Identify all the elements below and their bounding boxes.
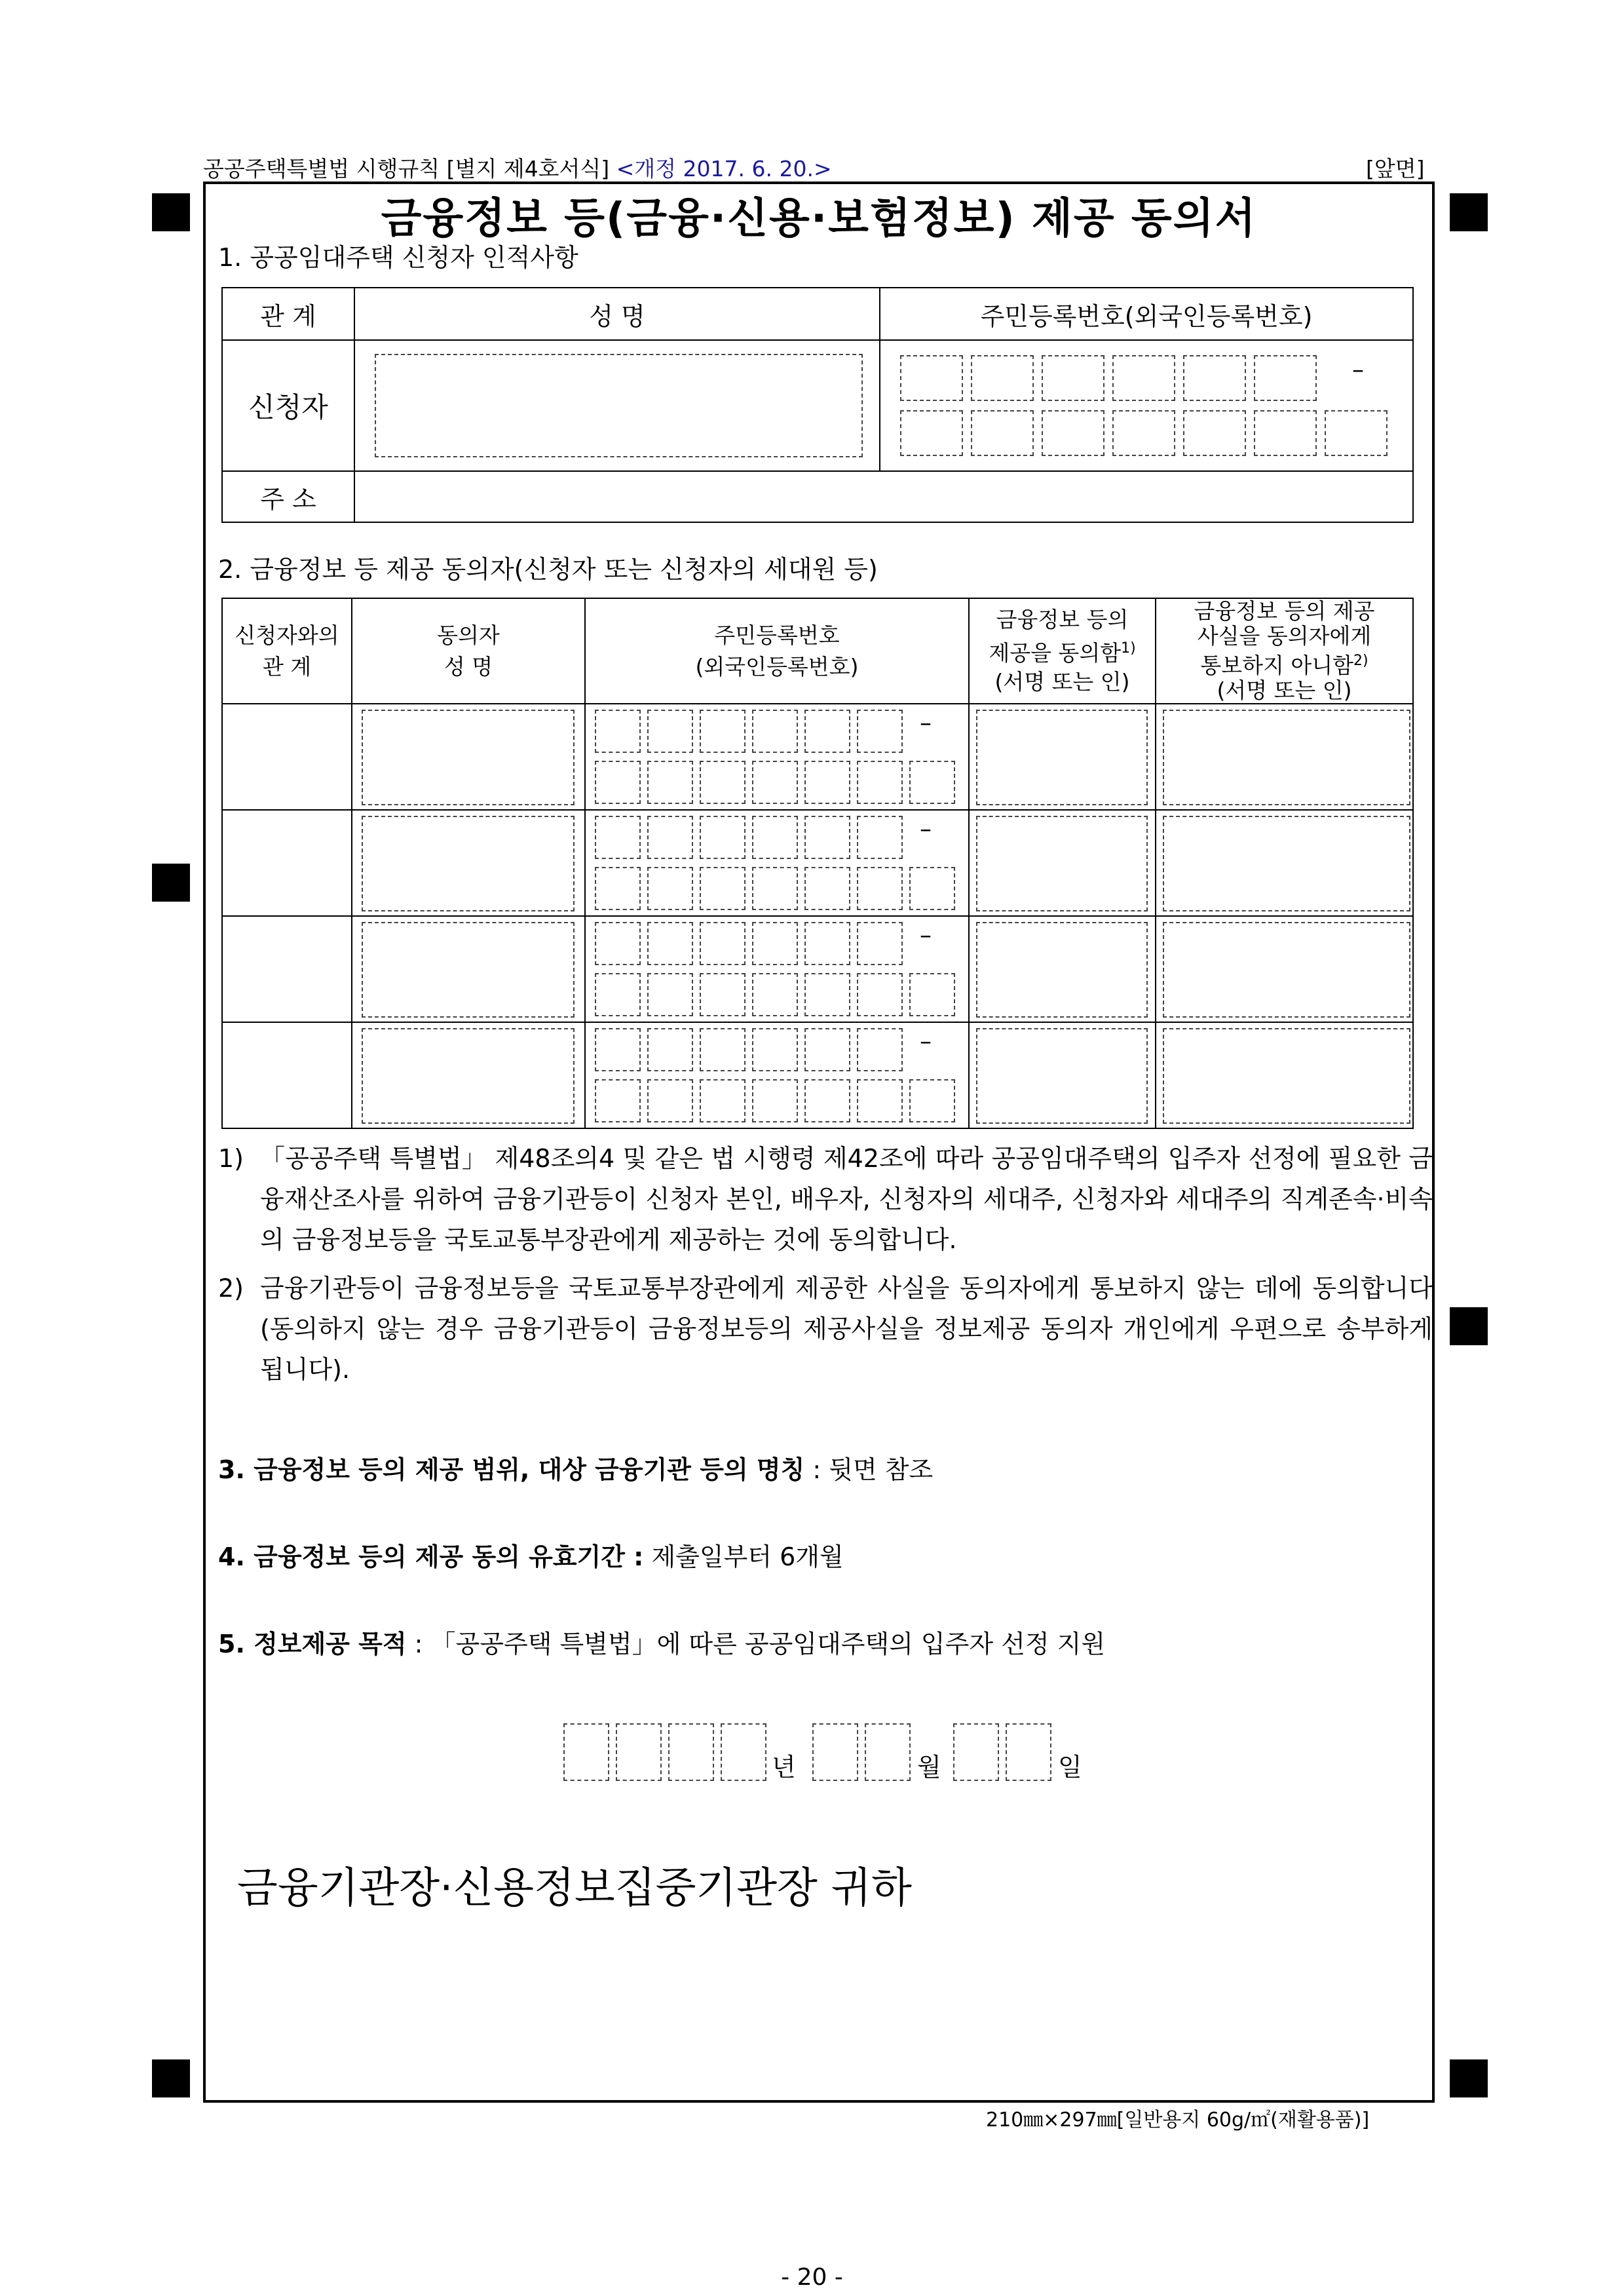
consenter-id-back-field[interactable] [595,761,955,804]
applicant-id-front-field[interactable] [900,355,1317,401]
row-applicant-label: 신청자 [222,340,354,471]
consenter-id-front-field[interactable] [595,922,903,965]
no-notice-signature-field[interactable] [1163,1028,1410,1124]
consenter-name-field[interactable] [362,922,575,1018]
consenter-id-front-field[interactable] [595,816,903,859]
applicant-table [221,287,1414,523]
row-address-label: 주 소 [222,471,354,522]
col-consent-header: 금융정보 등의 제공을 동의함$^{1)}$ (서명 또는 인) [969,598,1156,704]
day-label: 일 [1058,1753,1082,1782]
form-reference: 공공주택특별법 시행규칙 [별지 제4호서식] [203,156,610,182]
address-field[interactable] [354,471,1413,522]
relationship-field[interactable] [222,810,352,916]
note-2: 2) 금융기관등이 금융정보등을 국토교통부장관에게 제공한 사실을 동의자에게 통보하지 않는 데에 동의합니다(동의하지 않는 경우 금융기관등이 금융정보등의 제공사실을 정보제공 동의자 개인에게 우편으로 송부하게 됩니다). [218,1274,1433,1384]
relationship-field[interactable] [222,916,352,1022]
section1-heading: 1. 공공임대주택 신청자 인적사항 [218,243,578,272]
section5: 5. 정보제공 목적 : 「공공주택 특별법」에 따른 공공임대주택의 입주자 선정 지원 [218,1630,1106,1658]
consent-signature-field[interactable] [976,816,1148,911]
consenter-id-dash: – [920,816,932,843]
relationship-field[interactable] [222,1022,352,1128]
col-name-header: 성 명 [354,288,880,340]
consent-signature-field[interactable] [976,922,1148,1018]
day-field[interactable] [953,1723,1051,1781]
form-header [203,152,832,183]
consenter-row [222,810,1413,916]
consent-signature-field[interactable] [976,710,1148,805]
consenter-id-back-field[interactable] [595,973,955,1016]
section4: 4. 금융정보 등의 제공 동의 유효기간 : 제출일부터 6개월 [218,1542,844,1571]
page-number: - 20 - [781,2264,843,2291]
consenter-id-front-field[interactable] [595,1028,903,1071]
relationship-field[interactable] [222,704,352,810]
consenter-id-front-field[interactable] [595,710,903,753]
col-consenter-id-header: 주민등록번호 (외국인등록번호) [585,598,969,704]
col-relationship-header: 신청자와의 관 계 [222,598,352,704]
consenter-id-back-field[interactable] [595,1079,955,1122]
note-1: 1) 「공공주택 특별법」 제48조의4 및 같은 법 시행령 제42조에 따라 공공임대주택의 입주자 선정에 필요한 금융재산조사를 위하여 금융기관등이 신청자 본인, 배우자, 신청자의 세대주, 신청자와 세대주의 직계존속·비속의 금융정보등을 국토교통부장관에게 제공하는 것에 동의합니다. [218,1144,1433,1254]
registration-mark-mid-right [1450,1307,1488,1345]
no-notice-signature-field[interactable] [1163,816,1410,911]
consenter-row [222,916,1413,1022]
month-field[interactable] [812,1723,911,1781]
consenter-row [222,1022,1413,1128]
applicant-name-cell [354,340,880,471]
applicant-id-dash: – [1352,356,1364,383]
month-label: 월 [917,1753,941,1782]
year-field[interactable] [563,1723,766,1781]
consenter-name-field[interactable] [362,1028,575,1124]
consenter-name-field[interactable] [362,816,575,911]
applicant-name-field[interactable] [375,354,863,457]
no-notice-signature-field[interactable] [1163,922,1410,1018]
col-consenter-name-header: 동의자 성 명 [352,598,585,704]
paper-size-note: 210㎜×297㎜[일반용지 60g/㎡(재활용품)] [986,2109,1370,2132]
col-id-header: 주민등록번호(외국인등록번호) [880,288,1413,340]
consenter-id-back-field[interactable] [595,867,955,910]
registration-mark-mid-left [152,864,190,902]
registration-mark-top-left [152,193,190,231]
revision-date: <개정 2017. 6. 20.> [616,156,832,182]
recipient: 금융기관장·신용정보집중기관장 귀하 [237,1864,912,1913]
consenter-name-field[interactable] [362,710,575,805]
consenter-table [221,598,1414,1129]
section2-heading: 2. 금융정보 등 제공 동의자(신청자 또는 신청자의 세대원 등) [218,555,878,584]
col-relation-header: 관 계 [222,288,354,340]
applicant-id-cell [880,340,1413,471]
col-no-notice-header: 금융정보 등의 제공 사실을 동의자에게 통보하지 아니함$^{2)}$ (서명 또는 인) [1156,598,1413,704]
page-side-label: [앞면] [1366,156,1425,182]
consenter-row [222,704,1413,810]
no-notice-signature-field[interactable] [1163,710,1410,805]
consent-signature-field[interactable] [976,1028,1148,1124]
registration-mark-top-right [1450,193,1488,231]
consenter-id-dash: – [920,922,932,949]
section3: 3. 금융정보 등의 제공 범위, 대상 금융기관 등의 명칭 : 뒷면 참조 [218,1455,934,1484]
registration-mark-bottom-left [152,2059,190,2097]
applicant-id-back-field[interactable] [900,410,1388,456]
consenter-id-dash: – [920,1028,932,1055]
year-label: 년 [772,1753,796,1782]
form-title: 금융정보 등(금융·신용·보험정보) 제공 동의서 [381,195,1257,243]
consenter-id-dash: – [920,710,932,737]
registration-mark-bottom-right [1450,2059,1488,2097]
